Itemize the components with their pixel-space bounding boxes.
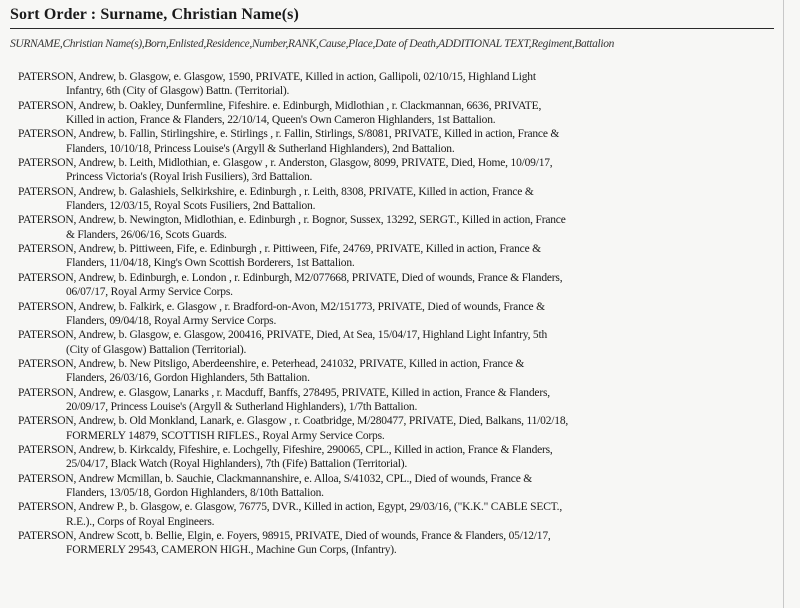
record-line-first: PATERSON, Andrew, b. Newington, Midlothian, e. Edinburgh , r. Bognor, Sussex, 13292, SERGT., Killed in action, France bbox=[18, 214, 566, 227]
record-entry bbox=[18, 529, 788, 558]
record-line-first: PATERSON, Andrew, b. Kirkcaldy, Fifeshire, e. Lochgelly, Fifeshire, 290065, CPL., Killed in action, France & Flanders, bbox=[18, 443, 553, 456]
record-entry bbox=[18, 328, 788, 357]
record-line-first: PATERSON, Andrew, b. Galashiels, Selkirkshire, e. Edinburgh , r. Leith, 8308, PRIVATE, Killed in action, France & bbox=[18, 185, 534, 198]
record-line-first: PATERSON, Andrew Scott, b. Bellie, Elgin, e. Foyers, 98915, PRIVATE, Died of wounds, France & Flanders, 05/12/17, bbox=[18, 530, 551, 542]
record-entry bbox=[18, 300, 788, 329]
record-list bbox=[18, 70, 788, 558]
record-entry bbox=[18, 500, 788, 529]
record-entry bbox=[18, 213, 788, 242]
record-entry bbox=[18, 70, 788, 99]
record-line-continued: Killed in action, France & Flanders, 22/10/14, Queen's Own Cameron Highlanders, 1st Battalion. bbox=[66, 114, 496, 127]
record-line-first: PATERSON, Andrew, b. Falkirk, e. Glasgow , r. Bradford-on-Avon, M2/151773, PRIVATE, Died of wounds, France & bbox=[18, 300, 545, 313]
record-entry bbox=[18, 357, 788, 386]
record-entry bbox=[18, 386, 788, 415]
record-line-first: PATERSON, Andrew, b. Edinburgh, e. London , r. Edinburgh, M2/077668, PRIVATE, Died of wounds, France & Flanders, bbox=[18, 271, 563, 284]
record-line-first: PATERSON, Andrew P., b. Glasgow, e. Glasgow, 76775, DVR., Killed in action, Egypt, 29/03/16, ("K.K." CABLE SECT., bbox=[18, 501, 562, 514]
record-entry bbox=[18, 99, 788, 128]
record-line-continued: & Flanders, 26/06/16, Scots Guards. bbox=[66, 228, 227, 241]
record-entry bbox=[18, 185, 788, 214]
record-entry bbox=[18, 414, 788, 443]
record-entry bbox=[18, 443, 788, 472]
record-line-continued: Flanders, 13/05/18, Gordon Highlanders, 8/10th Battalion. bbox=[66, 486, 324, 499]
record-line-continued: R.E.)., Corps of Royal Engineers. bbox=[66, 515, 215, 528]
record-line-first: PATERSON, Andrew, b. Oakley, Dunfermline, Fifeshire. e. Edinburgh, Midlothian , r. Clackmannan, 6636, PRIVATE, bbox=[18, 99, 542, 112]
record-entry bbox=[18, 271, 788, 300]
record-line-continued: FORMERLY 14879, SCOTTISH RIFLES., Royal Army Service Corps. bbox=[66, 429, 385, 442]
record-entry bbox=[18, 127, 788, 156]
record-line-first: PATERSON, Andrew, b. Pittiween, Fife, e. Edinburgh , r. Pittiween, Fife, 24769, PRIVATE, Killed in action, France & bbox=[18, 243, 541, 256]
record-line-continued: Flanders, 12/03/15, Royal Scots Fusiliers, 2nd Battalion. bbox=[66, 200, 316, 213]
record-line-continued: Infantry, 6th (City of Glasgow) Battn. (Territorial). bbox=[66, 85, 290, 98]
record-line-continued: (City of Glasgow) Battalion (Territorial). bbox=[66, 343, 247, 356]
record-line-first: PATERSON, Andrew, b. New Pitsligo, Aberdeenshire, e. Peterhead, 241032, PRIVATE, Killed in action, France & bbox=[18, 357, 525, 370]
record-entry bbox=[18, 242, 788, 271]
record-line-continued: Princess Victoria's (Royal Irish Fusiliers), 3rd Battalion. bbox=[66, 171, 313, 184]
record-line-first: PATERSON, Andrew Mcmillan, b. Sauchie, Clackmannanshire, e. Alloa, S/41032, CPL., Died of wounds, France & bbox=[18, 472, 533, 485]
record-line-continued: FORMERLY 29543, CAMERON HIGH., Machine Gun Corps, (Infantry). bbox=[66, 544, 397, 557]
record-line-first: PATERSON, Andrew, b. Glasgow, e. Glasgow, 200416, PRIVATE, Died, At Sea, 15/04/17, Highland Light Infantry, 5th bbox=[18, 329, 548, 342]
record-entry bbox=[18, 472, 788, 501]
record-line-continued: Flanders, 26/03/16, Gordon Highlanders, 5th Battalion. bbox=[66, 372, 310, 385]
record-entry bbox=[18, 156, 788, 185]
record-line-continued: Flanders, 11/04/18, King's Own Scottish Borderers, 1st Battalion. bbox=[66, 257, 355, 270]
record-line-continued: Flanders, 09/04/18, Royal Army Service Corps. bbox=[66, 314, 277, 327]
record-line-first: PATERSON, Andrew, b. Leith, Midlothian, e. Glasgow , r. Anderston, Glasgow, 8099, PRIVATE, Died, Home, 10/09/17, bbox=[18, 157, 553, 170]
record-line-first: PATERSON, Andrew, e. Glasgow, Lanarks , r. Macduff, Banffs, 278495, PRIVATE, Killed in action, France & Flanders, bbox=[18, 386, 550, 399]
record-line-first: PATERSON, Andrew, b. Fallin, Stirlingshire, e. Stirlings , r. Fallin, Stirlings, S/8081, PRIVATE, Killed in action, France & bbox=[18, 128, 560, 141]
record-line-continued: Flanders, 10/10/18, Princess Louise's (Argyll & Sutherland Highlanders), 2nd Battalion. bbox=[66, 142, 455, 155]
record-line-continued: 25/04/17, Black Watch (Royal Highlanders), 7th (Fife) Battalion (Territorial). bbox=[66, 458, 408, 471]
sort-order-title: Sort Order : Surname, Christian Name(s) bbox=[10, 6, 299, 23]
record-line-first: PATERSON, Andrew, b. Glasgow, e. Glasgow, 1590, PRIVATE, Killed in action, Gallipoli, 02/10/15, Highland Light bbox=[18, 71, 536, 83]
record-line-first: PATERSON, Andrew, b. Old Monkland, Lanark, e. Glasgow , r. Coatbridge, M/280477, PRIVATE, Died, Balkans, 11/02/18, bbox=[18, 415, 569, 428]
field-list-header: SURNAME,Christian Name(s),Born,Enlisted,Residence,Number,RANK,Cause,Place,Date of Death,ADDITIONAL TEXT,Regiment,Battalion bbox=[10, 38, 615, 50]
record-line-continued: 06/07/17, Royal Army Service Corps. bbox=[66, 286, 233, 299]
title-rule bbox=[10, 28, 774, 29]
record-line-continued: 20/09/17, Princess Louise's (Argyll & Sutherland Highlanders), 1/7th Battalion. bbox=[66, 400, 418, 413]
